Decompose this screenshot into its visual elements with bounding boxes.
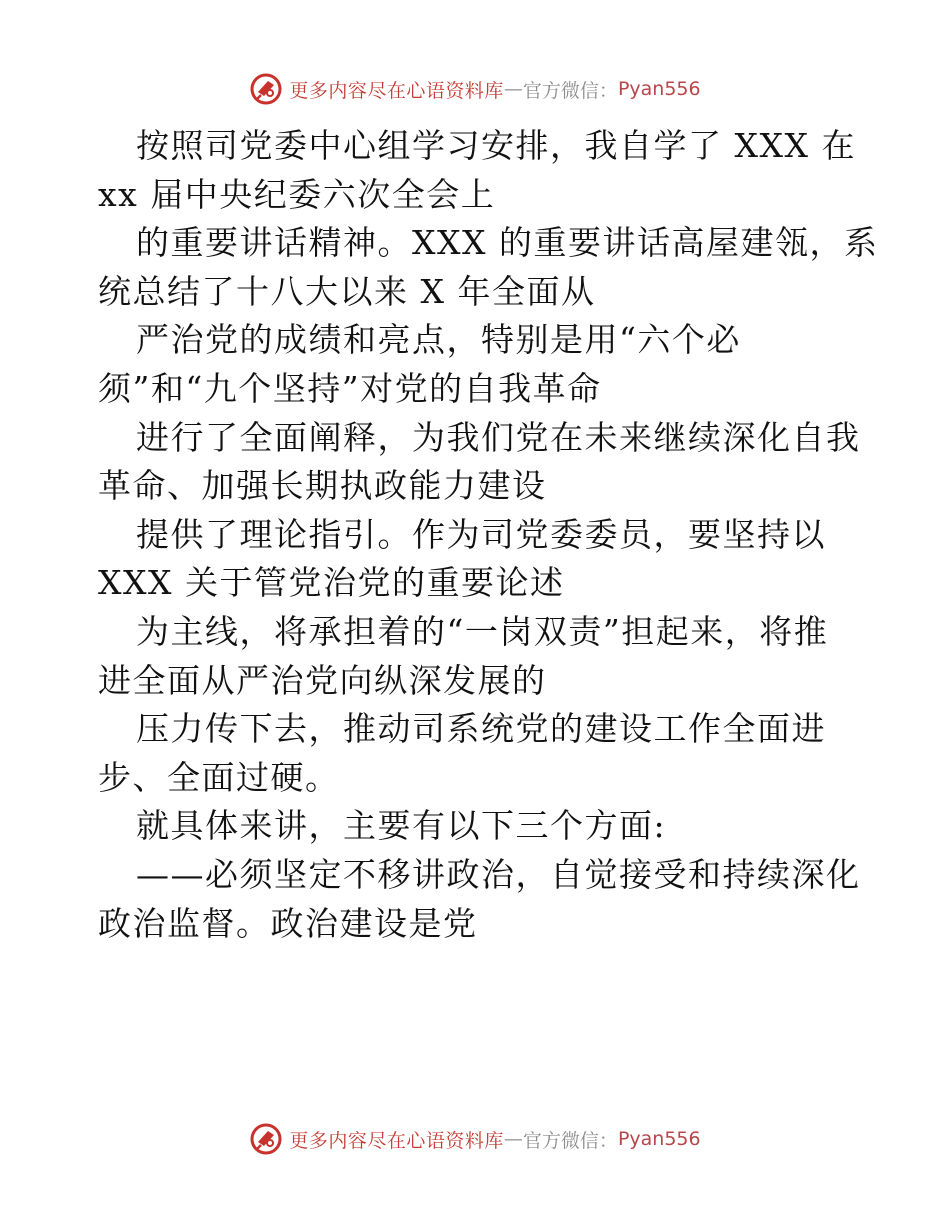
body-line: 须”和“九个坚持”对党的自我革命: [98, 368, 602, 408]
banner-wechat-id: Pyan556: [617, 78, 701, 100]
brand-logo-icon: [249, 1122, 283, 1156]
brand-logo-icon: [249, 72, 283, 106]
document-body: [98, 122, 879, 948]
banner-main-text: 更多内容尽在心语资料库: [289, 79, 504, 102]
banner-separator: —: [503, 78, 523, 100]
body-line: 革命、加强长期执政能力建设: [98, 466, 547, 506]
body-line: 的重要讲话精神。XXX 的重要讲话高屋建瓴，系: [136, 223, 879, 263]
body-line: ——必须坚定不移讲政治，自觉接受和持续深化: [136, 854, 861, 894]
body-line: 按照司党委中心组学习安排，我自学了 XXX 在: [136, 126, 856, 165]
body-line: 压力传下去，推动司系统党的建设工作全面进: [136, 709, 826, 749]
body-line: 步、全面过硬。: [98, 757, 340, 797]
body-line: 严治党的成绩和亮点，特别是用“六个必: [136, 320, 741, 360]
body-line: 为主线，将承担着的“一岗双责”担起来，将推: [136, 611, 829, 651]
banner-separator: —: [503, 1128, 523, 1150]
banner-wechat-id: Pyan556: [617, 1128, 701, 1150]
body-line: xx 届中央纪委六次全会上: [98, 174, 496, 214]
banner-main-text: 更多内容尽在心语资料库: [289, 1129, 504, 1152]
body-line: 提供了理论指引。作为司党委委员，要坚持以: [136, 514, 826, 554]
body-line: 政治监督。政治建设是党: [98, 903, 478, 943]
body-line: 进行了全面阐释，为我们党在未来继续深化自我: [136, 417, 861, 457]
banner-wechat-label: 官方微信：: [522, 79, 618, 102]
body-line: 就具体来讲，主要有以下三个方面:: [136, 806, 667, 846]
body-line: 进全面从严治党向纵深发展的: [98, 660, 547, 700]
body-line: 统总结了十八大以来 X 年全面从: [98, 271, 596, 311]
banner-wechat-label: 官方微信：: [522, 1129, 618, 1152]
body-line: XXX 关于管党治党的重要论述: [98, 563, 565, 603]
footer-banner: [0, 1122, 950, 1156]
header-banner: [0, 72, 950, 106]
